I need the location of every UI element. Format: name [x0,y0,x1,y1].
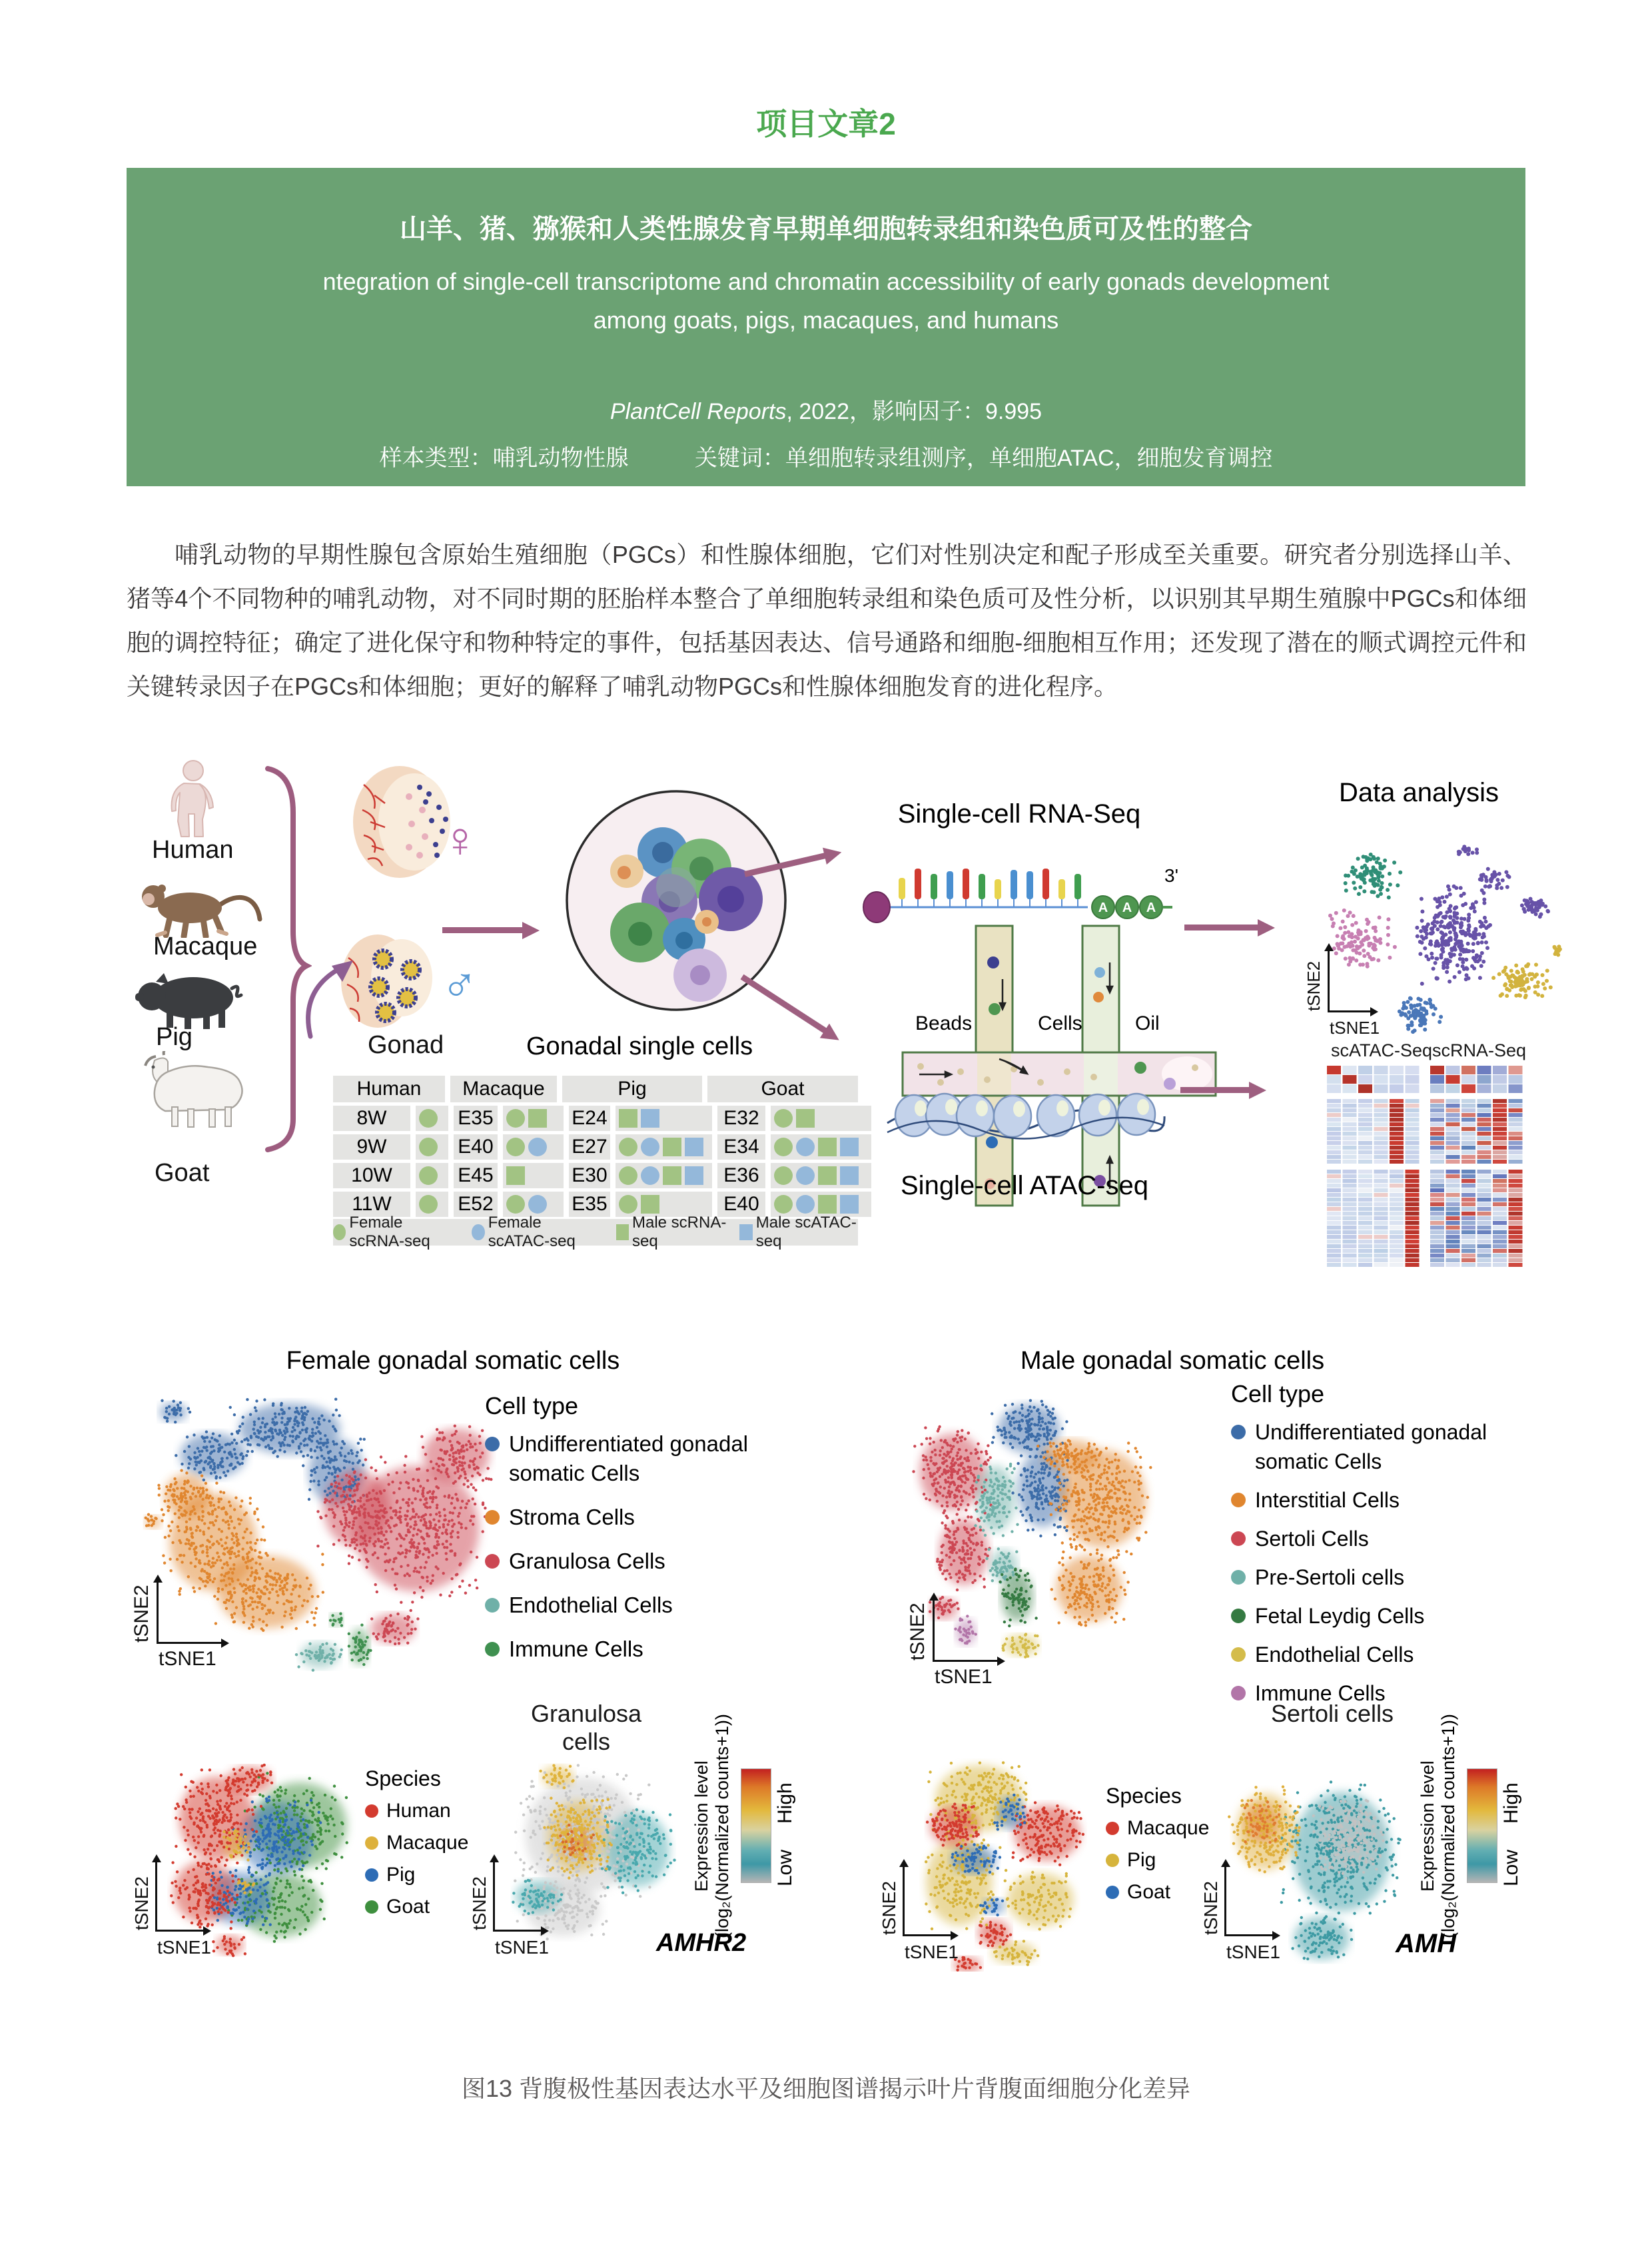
m-rna-mark-icon [796,1109,815,1128]
axis-label-tsne1: tSNE1 [935,1666,993,1688]
male-axes [933,1595,1003,1662]
data-analysis-title: Data analysis [1338,778,1499,807]
legend-dot [485,1642,500,1657]
sample-table-legend [333,1214,858,1250]
f-rna-mark-icon [619,1195,637,1214]
legend-label: Macaque [386,1832,469,1854]
male-scrna-icon [616,1224,629,1240]
legend-title: Cell type [485,1392,579,1419]
legend-item [365,1798,498,1824]
svg-text:A: A [1098,901,1108,915]
legend-dot [1231,1570,1246,1585]
legend-label: Immune Cells [509,1637,643,1661]
legend-label: Human [386,1800,451,1822]
f-rna-mark-icon [419,1109,438,1128]
abstract-paragraph: 哺乳动物的早期性腺包含原始生殖细胞（PGCs）和性腺体细胞，它们对性别决定和配子形成至关重要。研究者分别选择山羊、猪等4个不同物种的哺乳动物，对不同时期的胚胎样本整合了单细胞转录组和染色质可及性分析，以识别其早期生殖腺中PGCs和体细胞的调控特征；确定了进化保守和物种特定的事件，包括基因表达、信号通路和细胞-细胞相互作用；还发现了潜在的顺式调控元件和关键转录因子在PGCs和体细胞；更好的解释了哺乳动物PGCs和性腺体细胞发育的进化程序。 [127,541,1527,700]
axis-label-tsne2: tSNE2 [879,1881,899,1935]
legend-title: Cell type [1231,1380,1325,1407]
gonad-arrow [298,951,368,1041]
expression-label-line2: (log₂(Normalized counts+1)) [1438,1714,1458,1939]
m-rna-mark-icon [818,1195,837,1214]
atacseq-title: Single-cell ATAC-seq [901,1171,1148,1200]
gene-label-amhr2: AMHR2 [656,1929,747,1957]
banner-meta [127,440,1525,472]
microfluidic-chip [899,923,1219,1209]
legend-label: Pig [386,1864,416,1886]
table-header-goat: Goat [707,1076,858,1102]
stage-cell: E36 [717,1163,765,1188]
colorbar-high-label: High [774,1782,796,1824]
legend-label: Endothelial Cells [1255,1643,1414,1667]
cells-label: Cells [1038,1012,1082,1034]
rnaseq-title: Single-cell RNA-Seq [897,799,1141,829]
marks-cell [616,1106,712,1131]
stage-cell: E52 [454,1192,498,1217]
f-rna-mark-icon [419,1138,438,1156]
sertoli-expression-plot [1214,1728,1427,1975]
sample-table-row [333,1106,871,1131]
table-header-macaque: Macaque [450,1076,557,1102]
f-atac-mark-icon [796,1166,815,1185]
f-atac-mark-icon [641,1166,659,1185]
m-atac-mark-icon [840,1195,859,1214]
axis-label-tsne2: tSNE2 [1200,1881,1221,1935]
m-atac-mark-icon [685,1166,703,1185]
nucleosome-chain [886,1084,1166,1148]
legend-dot [365,1900,378,1914]
expression-colorbar-title [691,1713,733,1940]
f-atac-mark-icon [528,1138,547,1156]
legend-label: Male scATAC-seq [755,1214,857,1250]
marks-cell [771,1163,871,1188]
legend-dot [485,1510,500,1525]
f-atac-mark-icon [796,1195,815,1214]
legend-label: Granulosa Cells [509,1549,665,1573]
m-rna-mark-icon [663,1166,681,1185]
stage-cell: 8W [333,1106,410,1131]
axis-label-tsne1: tSNE1 [1226,1942,1280,1962]
m-rna-mark-icon [818,1138,837,1156]
legend-dot [365,1868,378,1882]
female-panel-title: Female gonadal somatic cells [286,1347,620,1375]
sample-table-row [333,1134,871,1160]
journal-meta: , 2022，影响因子：9.995 [786,399,1042,424]
legend-label: Male scRNA-seq [631,1214,727,1250]
stage-cell: E24 [569,1106,610,1131]
stage-cell: 9W [333,1134,410,1160]
human-icon [153,758,230,838]
gonadal-single-cells-illustration [563,787,789,1014]
female-species-axes [155,1857,208,1932]
expression-colorbar [1467,1768,1497,1883]
legend-dot [485,1437,500,1451]
axis-label-tsne1: tSNE1 [159,1648,216,1670]
male-species-axes [903,1862,956,1936]
male-scatac-icon [739,1224,752,1240]
legend-label: Goat [1127,1881,1171,1903]
f-rna-mark-icon [774,1109,793,1128]
legend-dot [1231,1493,1246,1507]
legend-dot [1106,1854,1119,1867]
svg-text:A: A [1146,901,1156,915]
m-rna-mark-icon [506,1166,525,1185]
f-atac-mark-icon [641,1138,659,1156]
expression-colorbar-title [1418,1713,1459,1940]
m-rna-mark-icon [818,1166,837,1185]
f-rna-mark-icon [506,1138,525,1156]
axis-label-tsne1: tSNE1 [905,1942,959,1962]
legend-item [485,1635,778,1664]
marks-cell [416,1106,448,1131]
female-scrna-icon [333,1224,346,1240]
f-rna-mark-icon [774,1138,793,1156]
legend-dot [365,1804,378,1818]
banner-title-zh: 山羊、猪、猕猴和人类性腺发育早期单细胞转录组和染色质可及性的整合 [400,214,1252,244]
legend-dot [1231,1686,1246,1700]
data-analysis-axes [1328,946,1376,1012]
male-panel-title: Male gonadal somatic cells [1020,1347,1325,1375]
expression-label-line2: (log₂(Normalized counts+1)) [712,1714,732,1939]
legend-dot [1106,1822,1119,1835]
f-rna-mark-icon [774,1195,793,1214]
m-atac-mark-icon [641,1109,659,1128]
m-rna-mark-icon [619,1109,637,1128]
legend-label: Female scATAC-seq [488,1214,576,1250]
species-label-pig: Pig [156,1023,193,1051]
stage-cell: E40 [454,1134,498,1160]
granulosa-axes [493,1857,546,1932]
stage-cell: 10W [333,1163,410,1188]
sample-type: 样本类型：哺乳动物性腺 [379,446,629,471]
colorbar-low-label: Low [774,1849,796,1886]
marks-cell [771,1134,871,1160]
m-rna-mark-icon [641,1195,659,1214]
goat-icon [141,1051,244,1128]
legend-dot [1231,1425,1246,1439]
axis-label-tsne2: tSNE2 [1304,960,1324,1011]
keywords: 关键词：单细胞转录组测序，单细胞ATAC，细胞发育调控 [694,446,1273,471]
f-atac-mark-icon [796,1138,815,1156]
axis-label-tsne2: tSNE2 [907,1603,929,1661]
table-header-pig: Pig [562,1076,702,1102]
banner-title-en-line1: ntegration of single-cell transcriptome and chromatin accessibility of early gonads development [322,268,1330,295]
arrow-gonad-to-cells [442,927,524,933]
legend-dot [1231,1531,1246,1546]
marks-cell [503,1163,564,1188]
stage-cell: E35 [569,1192,610,1217]
species-label-macaque: Macaque [153,933,258,960]
marks-cell [503,1106,564,1131]
granulosa-title: Granulosa cells [530,1700,642,1755]
legend-title: Species [365,1766,441,1790]
legend-item [1231,1485,1544,1515]
marks-cell [771,1106,871,1131]
legend-label: Stroma Cells [509,1505,635,1529]
f-atac-mark-icon [528,1195,547,1214]
legend-label: Undifferentiated gonadal somatic Cells [509,1431,749,1485]
f-rna-mark-icon [774,1166,793,1185]
legend-dot [1231,1609,1246,1623]
gene-label-amh: AMH [1396,1929,1457,1958]
macaque-icon [133,878,266,938]
female-axes [157,1577,226,1644]
pig-icon [135,971,248,1030]
heatmap-atac-label: scATAC-Seq [1331,1040,1433,1060]
axis-label-tsne1: tSNE1 [495,1937,549,1958]
beads-label: Beads [915,1012,973,1034]
m-rna-mark-icon [528,1109,547,1128]
marks-cell [616,1163,712,1188]
f-rna-mark-icon [419,1195,438,1214]
legend-item [1231,1601,1544,1631]
m-atac-mark-icon [685,1138,703,1156]
species-label-human: Human [152,836,234,864]
colorbar-low-label: Low [1500,1849,1522,1886]
male-celltype-legend [1231,1380,1544,1717]
axis-label-tsne2: tSNE2 [131,1876,152,1930]
marks-cell [616,1134,712,1160]
m-rna-mark-icon [663,1138,681,1156]
stage-cell: E30 [569,1163,610,1188]
f-rna-mark-icon [419,1166,438,1185]
f-rna-mark-icon [619,1166,637,1185]
gonadal-single-cells-label: Gonadal single cells [526,1032,753,1060]
sertoli-axes [1224,1862,1278,1936]
marks-cell [416,1163,448,1188]
legend-title: Species [1106,1784,1182,1808]
stage-cell: E34 [717,1134,765,1160]
banner-title-en-line2: among goats, pigs, macaques, and humans [593,306,1059,334]
banner-journal [127,393,1525,426]
svg-text:A: A [1122,901,1132,915]
legend-item [365,1830,498,1856]
legend-item [1231,1640,1544,1669]
marks-cell [503,1134,564,1160]
legend-label: Pig [1127,1849,1156,1871]
axis-label-tsne1: tSNE1 [157,1937,211,1958]
banner [127,168,1525,486]
legend-label: Pre-Sertoli cells [1255,1565,1405,1589]
journal-name: PlantCell Reports [610,399,787,424]
legend-item [1231,1524,1544,1553]
f-rna-mark-icon [506,1109,525,1128]
legend-label: Undifferentiated gonadal somatic Cells [1255,1420,1487,1473]
legend-item [485,1503,778,1532]
stage-cell: E27 [569,1134,610,1160]
species-label-goat: Goat [155,1159,210,1187]
figure-caption: 图13 背腹极性基因表达水平及细胞图谱揭示叶片背腹面细胞分化差异 [461,2075,1191,2102]
legend-label: Female scRNA-seq [349,1214,430,1250]
gonad-label: Gonad [368,1031,444,1059]
legend-label: Sertoli Cells [1255,1527,1369,1551]
legend-dot [485,1554,500,1569]
axis-label-tsne1: tSNE1 [1330,1018,1380,1038]
axis-label-tsne2: tSNE2 [131,1585,153,1643]
oil-label: Oil [1135,1012,1160,1034]
heatmap-rna-label: scRNA-Seq [1432,1040,1527,1060]
female-symbol: ♀ [442,812,479,867]
table-header-human: Human [333,1076,445,1102]
legend-item [485,1547,778,1576]
axis-label-tsne2: tSNE2 [469,1876,490,1930]
marks-cell [416,1134,448,1160]
expression-label-line1: Expression level [691,1760,711,1892]
sample-table-header [333,1076,858,1102]
legend-label: Interstitial Cells [1255,1488,1400,1512]
colorbar-high-label: High [1500,1782,1522,1824]
m-atac-mark-icon [840,1138,859,1156]
legend-dot [485,1598,500,1613]
female-scatac-icon [472,1224,484,1240]
arrow-atac-to-heatmap [1180,1087,1250,1093]
expression-label-line1: Expression level [1418,1760,1438,1892]
legend-item [1231,1417,1544,1476]
f-rna-mark-icon [619,1138,637,1156]
integration-heatmap [1327,1066,1524,1270]
legend-label: Macaque [1127,1817,1210,1839]
legend-item [485,1591,778,1620]
legend-label: Goat [386,1896,430,1918]
legend-dot [365,1836,378,1850]
page-title: 项目文章2 [756,107,896,141]
legend-label: Endothelial Cells [509,1593,673,1617]
legend-item [1231,1563,1544,1592]
male-symbol: ♂ [441,957,478,1012]
f-rna-mark-icon [506,1195,525,1214]
stage-cell: E35 [454,1106,498,1131]
stage-cell: E40 [717,1192,765,1217]
legend-label: Immune Cells [1255,1681,1386,1705]
m-atac-mark-icon [840,1166,859,1185]
stage-cell: E45 [454,1163,498,1188]
expression-colorbar [741,1768,771,1883]
legend-item [485,1429,778,1488]
legend-dot [1231,1647,1246,1662]
legend-label: Fetal Leydig Cells [1255,1604,1425,1628]
sertoli-title: Sertoli cells [1270,1700,1394,1727]
female-celltype-legend [485,1392,778,1679]
stage-cell: E32 [717,1106,765,1131]
three-prime-label: 3' [1164,865,1178,886]
stage-cell: 11W [333,1192,410,1217]
sample-table-row [333,1163,871,1188]
legend-dot [1106,1886,1119,1899]
